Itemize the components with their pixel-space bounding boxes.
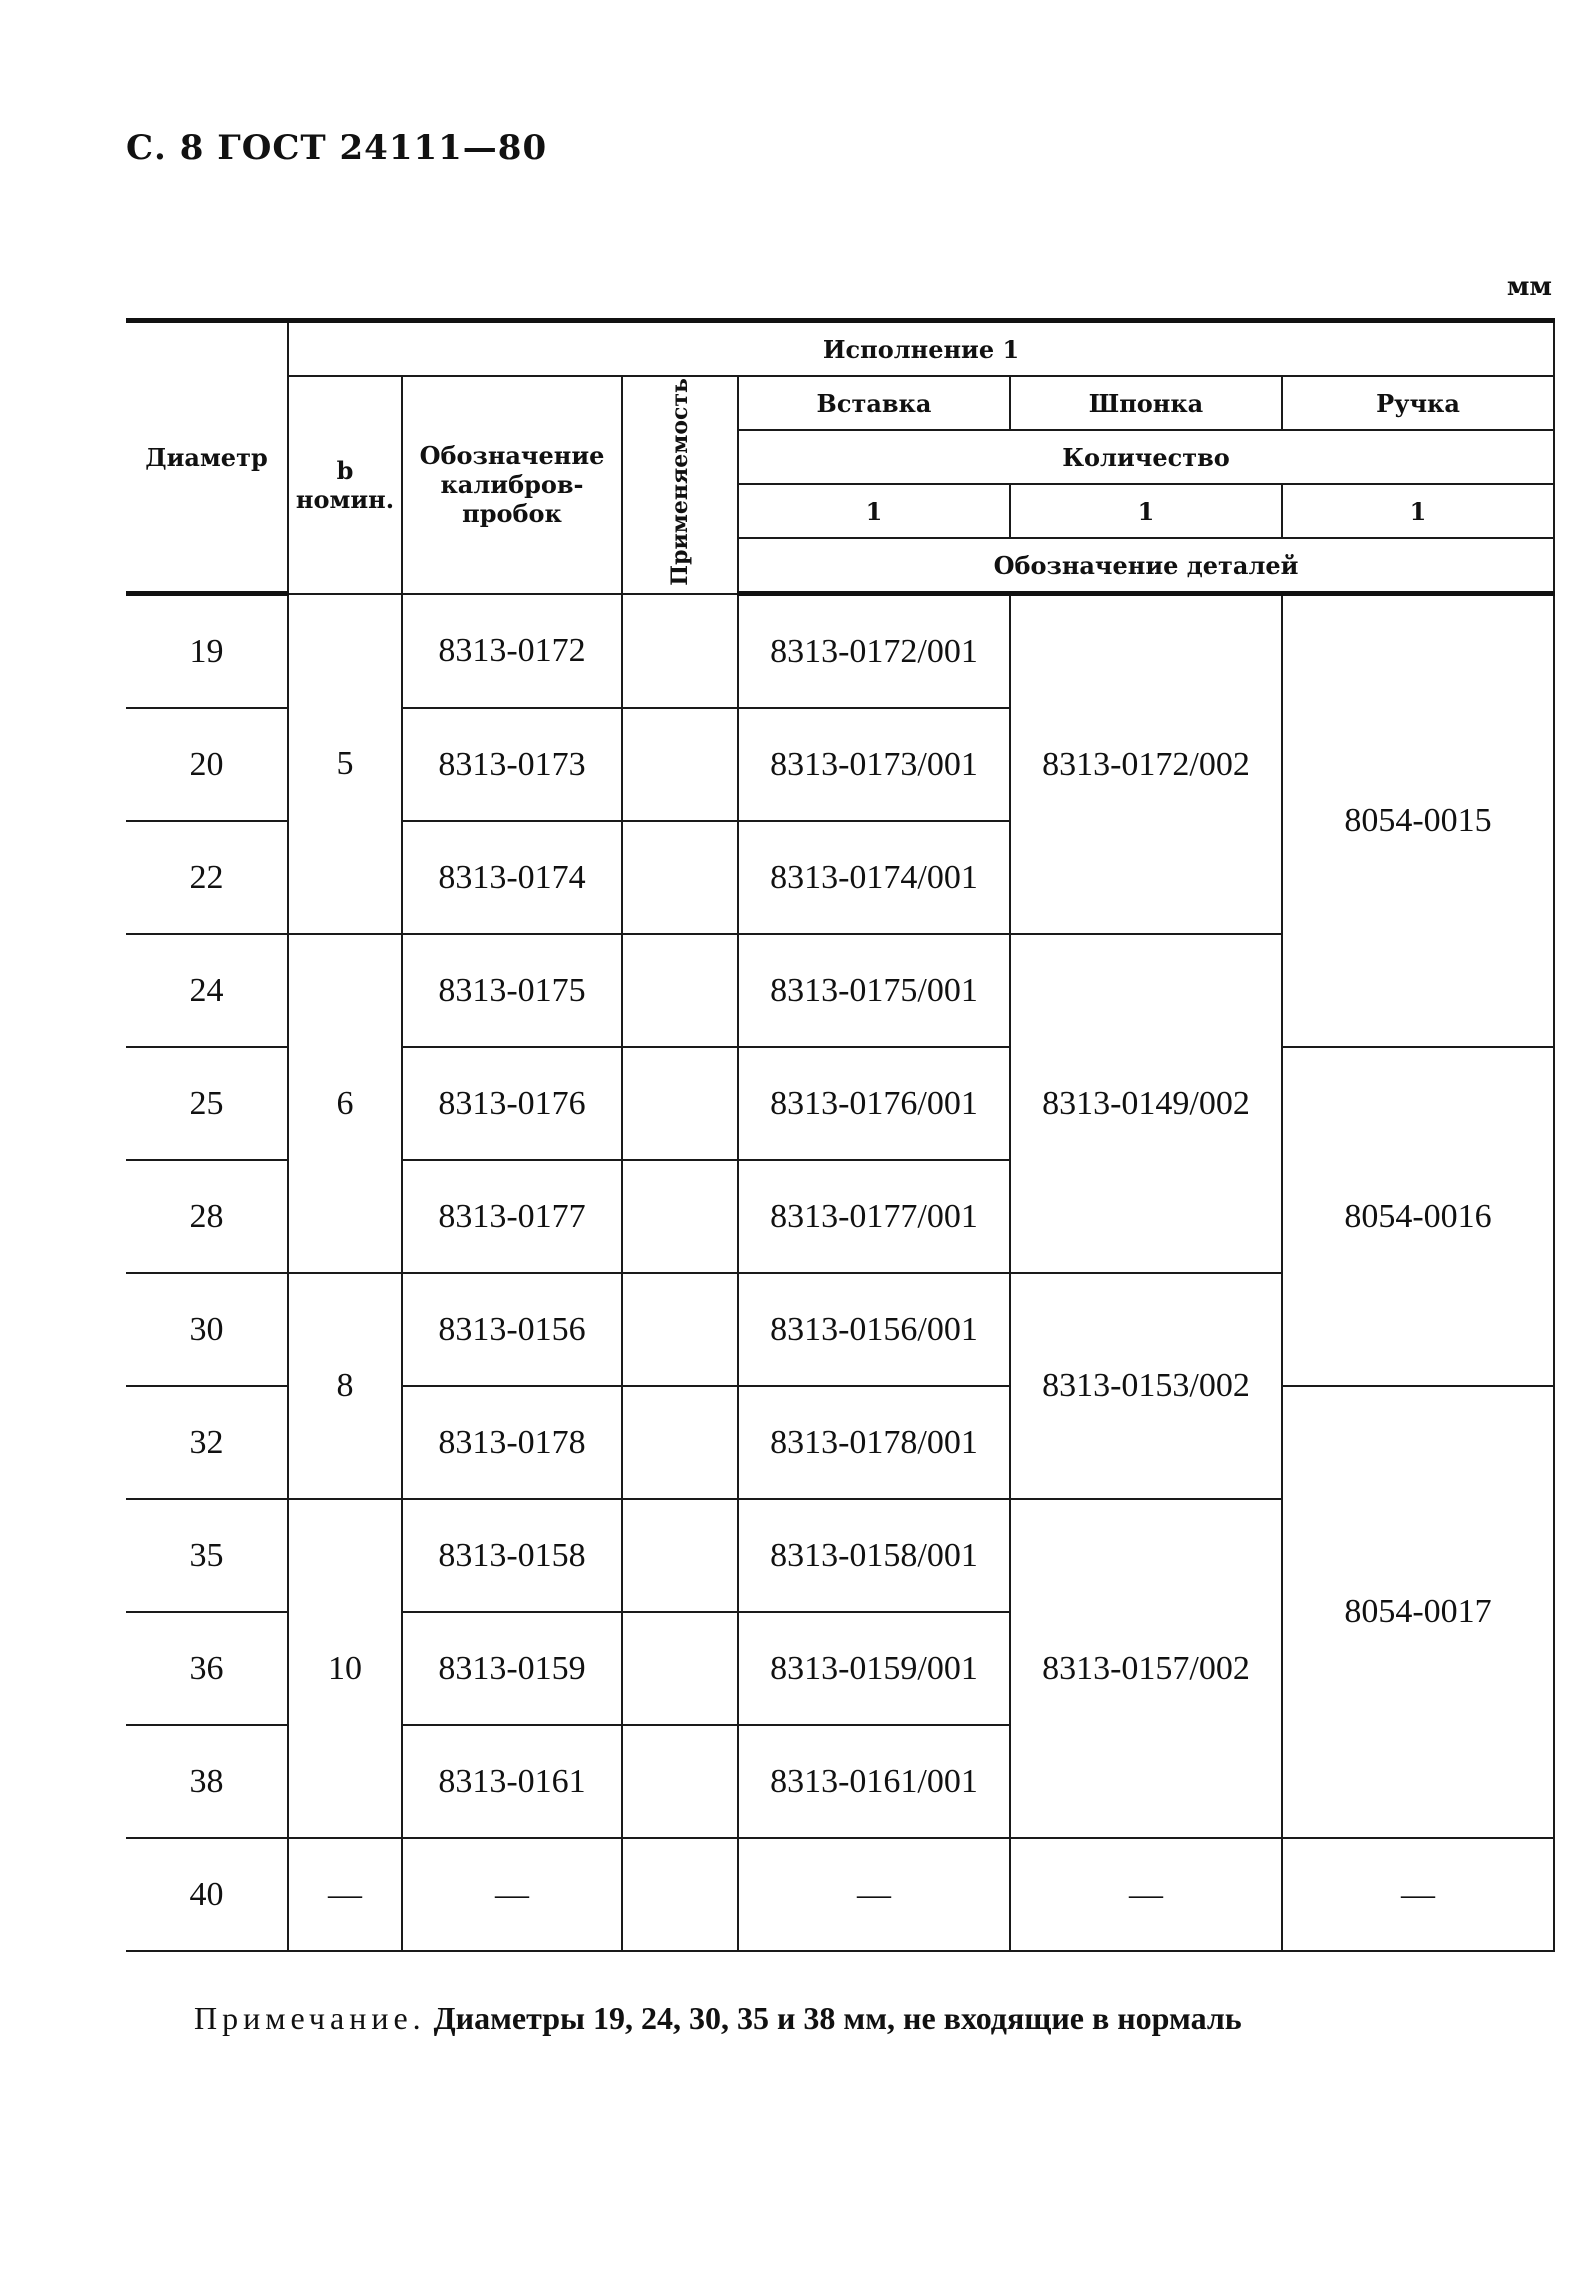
gauge-cell: 8313-0158 bbox=[402, 1499, 622, 1612]
applicability-cell bbox=[622, 1160, 738, 1273]
key-cell: 8313-0149/002 bbox=[1010, 934, 1282, 1273]
diameter-header: Диаметр bbox=[126, 321, 288, 594]
applicability-cell bbox=[622, 594, 738, 709]
diameter-cell: 38 bbox=[126, 1725, 288, 1838]
diameter-cell: 32 bbox=[126, 1386, 288, 1499]
gauge-cell: 8313-0177 bbox=[402, 1160, 622, 1273]
b-nominal-header: b номин. bbox=[288, 376, 402, 594]
gauge-cell: — bbox=[402, 1838, 622, 1951]
handle-cell: 8054-0016 bbox=[1282, 1047, 1554, 1386]
parts-designation-header: Обозначение деталей bbox=[738, 538, 1554, 594]
insert-cell: — bbox=[738, 1838, 1010, 1951]
unit-label: мм bbox=[1506, 272, 1552, 302]
gauge-cell: 8313-0175 bbox=[402, 934, 622, 1047]
diameter-cell: 24 bbox=[126, 934, 288, 1047]
insert-cell: 8313-0156/001 bbox=[738, 1273, 1010, 1386]
insert-cell: 8313-0172/001 bbox=[738, 594, 1010, 709]
insert-cell: 8313-0161/001 bbox=[738, 1725, 1010, 1838]
handle-cell: 8054-0017 bbox=[1282, 1386, 1554, 1838]
applicability-cell bbox=[622, 1612, 738, 1725]
qty-insert: 1 bbox=[738, 484, 1010, 538]
b-cell: 5 bbox=[288, 594, 402, 935]
qty-handle: 1 bbox=[1282, 484, 1554, 538]
key-cell: 8313-0153/002 bbox=[1010, 1273, 1282, 1499]
b-cell: 8 bbox=[288, 1273, 402, 1499]
insert-cell: 8313-0173/001 bbox=[738, 708, 1010, 821]
gauge-cell: 8313-0178 bbox=[402, 1386, 622, 1499]
gauge-cell: 8313-0156 bbox=[402, 1273, 622, 1386]
insert-cell: 8313-0159/001 bbox=[738, 1612, 1010, 1725]
table-row bbox=[126, 594, 1554, 709]
b-cell: 6 bbox=[288, 934, 402, 1273]
gauge-spec-table bbox=[126, 318, 1555, 1952]
diameter-cell: 20 bbox=[126, 708, 288, 821]
insert-cell: 8313-0176/001 bbox=[738, 1047, 1010, 1160]
qty-key: 1 bbox=[1010, 484, 1282, 538]
gauge-cell: 8313-0176 bbox=[402, 1047, 622, 1160]
applicability-header-text: Применяемость bbox=[666, 377, 693, 586]
applicability-cell bbox=[622, 708, 738, 821]
quantity-header: Количество bbox=[738, 430, 1554, 484]
diameter-cell: 22 bbox=[126, 821, 288, 934]
diameter-cell: 19 bbox=[126, 594, 288, 709]
gauge-cell: 8313-0161 bbox=[402, 1725, 622, 1838]
diameter-cell: 30 bbox=[126, 1273, 288, 1386]
handle-cell: — bbox=[1282, 1838, 1554, 1951]
page-header: С. 8 ГОСТ 24111—80 bbox=[126, 128, 548, 168]
footnote-label: Примечание. bbox=[194, 2000, 426, 2036]
handle-cell: 8054-0015 bbox=[1282, 594, 1554, 1048]
key-header: Шпонка bbox=[1010, 376, 1282, 430]
b-cell: — bbox=[288, 1838, 402, 1951]
diameter-cell: 25 bbox=[126, 1047, 288, 1160]
handle-header: Ручка bbox=[1282, 376, 1554, 430]
footnote-text: Диаметры 19, 24, 30, 35 и 38 мм, не входящие в нормаль bbox=[433, 2000, 1242, 2036]
applicability-cell bbox=[622, 1273, 738, 1386]
insert-header: Вставка bbox=[738, 376, 1010, 430]
applicability-cell bbox=[622, 1499, 738, 1612]
insert-cell: 8313-0177/001 bbox=[738, 1160, 1010, 1273]
applicability-cell bbox=[622, 821, 738, 934]
insert-cell: 8313-0178/001 bbox=[738, 1386, 1010, 1499]
table-row bbox=[126, 1838, 1554, 1951]
footnote bbox=[194, 2000, 1242, 2037]
diameter-cell: 40 bbox=[126, 1838, 288, 1951]
gauge-designation-header: Обозначение калибров-пробок bbox=[402, 376, 622, 594]
applicability-cell bbox=[622, 1386, 738, 1499]
gauge-cell: 8313-0173 bbox=[402, 708, 622, 821]
applicability-cell bbox=[622, 1725, 738, 1838]
diameter-cell: 35 bbox=[126, 1499, 288, 1612]
key-cell: — bbox=[1010, 1838, 1282, 1951]
execution-header: Исполнение 1 bbox=[288, 321, 1554, 377]
key-cell: 8313-0157/002 bbox=[1010, 1499, 1282, 1838]
diameter-cell: 36 bbox=[126, 1612, 288, 1725]
b-cell: 10 bbox=[288, 1499, 402, 1838]
applicability-cell bbox=[622, 934, 738, 1047]
gauge-cell: 8313-0159 bbox=[402, 1612, 622, 1725]
gauge-cell: 8313-0172 bbox=[402, 594, 622, 709]
applicability-cell bbox=[622, 1047, 738, 1160]
gauge-cell: 8313-0174 bbox=[402, 821, 622, 934]
key-cell: 8313-0172/002 bbox=[1010, 594, 1282, 935]
insert-cell: 8313-0174/001 bbox=[738, 821, 1010, 934]
diameter-cell: 28 bbox=[126, 1160, 288, 1273]
applicability-header bbox=[622, 376, 738, 594]
insert-cell: 8313-0158/001 bbox=[738, 1499, 1010, 1612]
applicability-cell bbox=[622, 1838, 738, 1951]
insert-cell: 8313-0175/001 bbox=[738, 934, 1010, 1047]
